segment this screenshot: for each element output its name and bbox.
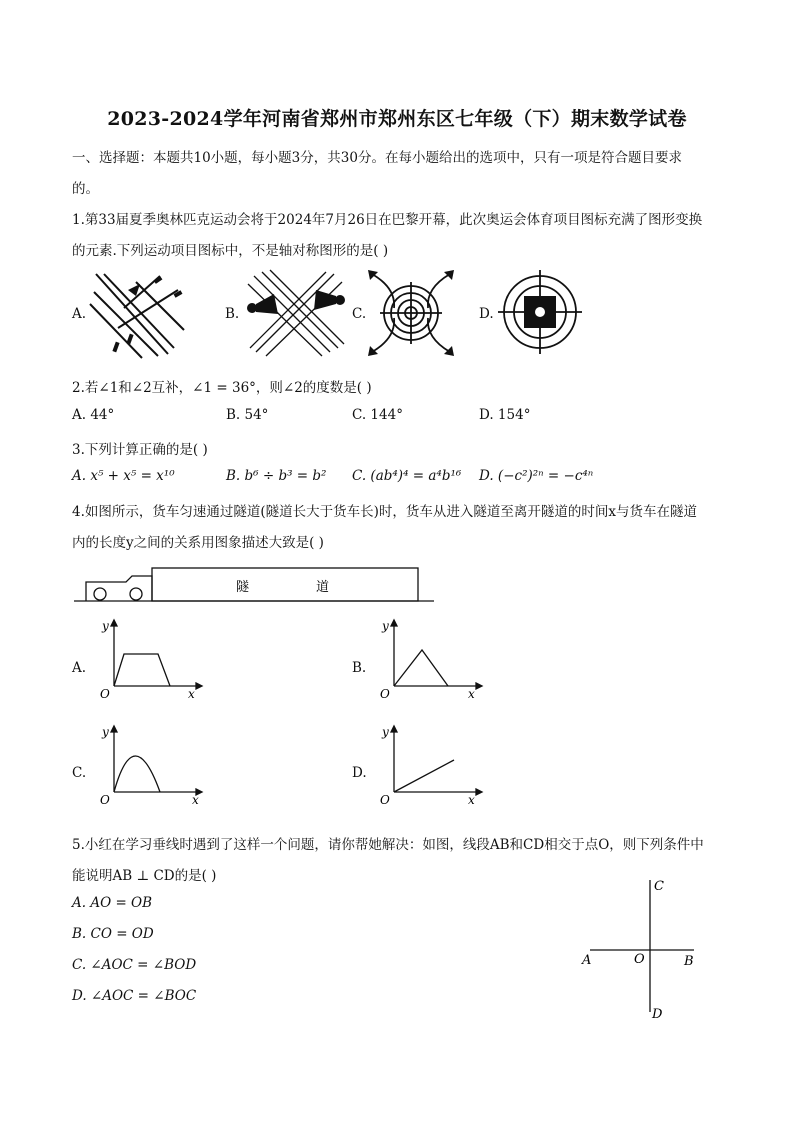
q1-stem-line1: 1.第33届夏季奥林匹克运动会将于2024年7月26日在巴黎开幕，此次奥运会体育项目图标充满了图形变换	[72, 212, 703, 228]
point-c: C	[654, 879, 664, 894]
axis-y: y	[382, 725, 389, 739]
q5-option-d: D. ∠AOC = ∠BOC	[72, 988, 197, 1004]
q1-icon-b-figure	[244, 270, 348, 356]
axis-x: x	[468, 793, 475, 807]
q1-label-b: B.	[225, 306, 240, 322]
q3-option-a: A. x⁵ + x⁵ = x¹⁰	[72, 468, 175, 484]
q4-graph-d	[376, 724, 486, 808]
q2-option-b: B. 54°	[226, 407, 269, 423]
q4-label-a: A.	[72, 660, 87, 676]
origin: O	[100, 793, 110, 807]
q1-label-c: C.	[352, 306, 367, 322]
point-o: O	[634, 952, 645, 967]
q1-label-a: A.	[72, 306, 87, 322]
q5-stem-line2: 能说明AB ⊥ CD的是( )	[72, 868, 217, 884]
q5-stem-line1: 5.小红在学习垂线时遇到了这样一个问题，请你帮她解决：如图，线段AB和CD相交于点O，则下列条件中	[72, 837, 704, 853]
q2-option-a: A. 44°	[72, 407, 115, 423]
q5-option-c: C. ∠AOC = ∠BOD	[72, 957, 197, 973]
q4-graph-a	[96, 618, 206, 702]
q1-icon-a-figure	[88, 270, 192, 360]
q5-option-b: B. CO = OD	[72, 926, 154, 942]
origin: O	[380, 687, 390, 701]
axis-y: y	[102, 619, 109, 633]
q1-icon-c-figure	[366, 268, 456, 358]
axis-x: x	[188, 687, 195, 701]
q5-figure	[578, 872, 708, 1022]
q4-label-b: B.	[352, 660, 367, 676]
q1-icon-d-figure	[496, 268, 584, 356]
q3-option-b: B. b⁶ ÷ b³ = b²	[226, 468, 327, 484]
q4-graph-b	[376, 618, 486, 702]
point-d: D	[652, 1007, 663, 1022]
axis-y: y	[382, 619, 389, 633]
q4-graph-c	[96, 724, 206, 808]
tunnel-char-2: 道	[316, 580, 330, 595]
section-heading-line2: 的。	[72, 181, 99, 197]
q3-option-c: C. (ab⁴)⁴ = a⁴b¹⁶	[352, 468, 462, 484]
axis-x: x	[192, 793, 199, 807]
q4-label-d: D.	[352, 765, 367, 781]
q2-option-d: D. 154°	[479, 407, 531, 423]
section-heading-line1: 一、选择题：本题共10小题，每小题3分，共30分。在每小题给出的选项中，只有一项是符合题目要求	[72, 150, 682, 166]
q1-label-d: D.	[479, 306, 494, 322]
point-a: A	[582, 953, 592, 968]
q2-option-c: C. 144°	[352, 407, 403, 423]
q2-stem: 2.若∠1和∠2互补，∠1 = 36°，则∠2的度数是( )	[72, 380, 372, 396]
origin: O	[380, 793, 390, 807]
q4-stem-line2: 内的长度y之间的关系用图象描述大致是( )	[72, 535, 324, 551]
q4-label-c: C.	[72, 765, 87, 781]
axis-y: y	[102, 725, 109, 739]
axis-x: x	[468, 687, 475, 701]
q4-tunnel-figure	[74, 564, 436, 604]
origin: O	[100, 687, 110, 701]
q3-option-d: D. (−c²)²ⁿ = −c⁴ⁿ	[479, 468, 594, 484]
q1-stem-line2: 的元素.下列运动项目图标中，不是轴对称图形的是( )	[72, 243, 389, 259]
q4-stem-line1: 4.如图所示，货车匀速通过隧道(隧道长大于货车长)时，货车从进入隧道至离开隧道的时间x与货车在隧道	[72, 504, 698, 520]
q3-stem: 3.下列计算正确的是( )	[72, 442, 208, 458]
tunnel-char-1: 隧	[236, 580, 250, 595]
page-title: 2023-2024学年河南省郑州市郑州东区七年级（下）期末数学试卷	[107, 108, 687, 130]
point-b: B	[684, 954, 694, 969]
q5-option-a: A. AO = OB	[72, 895, 153, 911]
